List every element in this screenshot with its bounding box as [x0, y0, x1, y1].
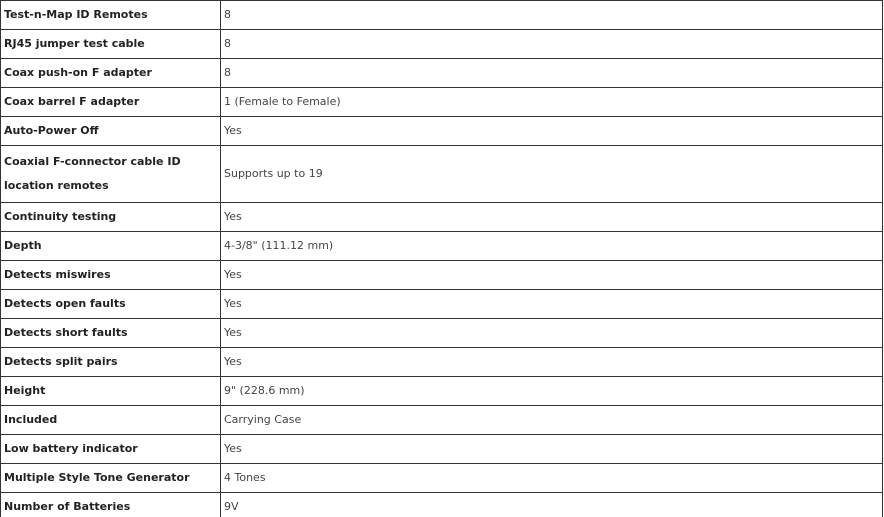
- spec-value: Yes: [221, 261, 883, 290]
- spec-label: Detects miswires: [1, 261, 221, 290]
- spec-label: Detects short faults: [1, 319, 221, 348]
- spec-value: Yes: [221, 319, 883, 348]
- spec-value: 8: [221, 1, 883, 30]
- spec-label: Coaxial F-connector cable ID location remotes: [1, 146, 221, 203]
- spec-value: 1 (Female to Female): [221, 88, 883, 117]
- spec-value: Yes: [221, 203, 883, 232]
- table-row: [1, 88, 883, 117]
- spec-label: Number of Batteries: [1, 493, 221, 517]
- table-row: [1, 348, 883, 377]
- spec-label: Height: [1, 377, 221, 406]
- table-row: [1, 290, 883, 319]
- table-row: [1, 435, 883, 464]
- table-row: [1, 1, 883, 30]
- table-row: [1, 203, 883, 232]
- spec-label: RJ45 jumper test cable: [1, 30, 221, 59]
- spec-value: Carrying Case: [221, 406, 883, 435]
- spec-value: 8: [221, 30, 883, 59]
- table-row: [1, 319, 883, 348]
- spec-value: Yes: [221, 290, 883, 319]
- table-row: [1, 261, 883, 290]
- spec-value: 4-3/8" (111.12 mm): [221, 232, 883, 261]
- spec-label: Detects split pairs: [1, 348, 221, 377]
- spec-value: 8: [221, 59, 883, 88]
- spec-label: Test-n-Map ID Remotes: [1, 1, 221, 30]
- table-row: [1, 406, 883, 435]
- table-row: [1, 146, 883, 203]
- table-row: [1, 59, 883, 88]
- spec-value: 4 Tones: [221, 464, 883, 493]
- spec-label: Depth: [1, 232, 221, 261]
- spec-label: Coax barrel F adapter: [1, 88, 221, 117]
- spec-value: Yes: [221, 348, 883, 377]
- specifications-table-body: [1, 1, 883, 517]
- spec-label: Continuity testing: [1, 203, 221, 232]
- spec-label: Included: [1, 406, 221, 435]
- table-row: [1, 464, 883, 493]
- spec-value: Supports up to 19: [221, 146, 883, 203]
- table-row: [1, 493, 883, 517]
- spec-value: 9V: [221, 493, 883, 517]
- table-row: [1, 117, 883, 146]
- spec-label: Multiple Style Tone Generator: [1, 464, 221, 493]
- spec-label: Low battery indicator: [1, 435, 221, 464]
- spec-label: Auto-Power Off: [1, 117, 221, 146]
- table-row: [1, 232, 883, 261]
- table-row: [1, 30, 883, 59]
- spec-label: Coax push-on F adapter: [1, 59, 221, 88]
- spec-value: 9" (228.6 mm): [221, 377, 883, 406]
- spec-label: Detects open faults: [1, 290, 221, 319]
- spec-value: Yes: [221, 435, 883, 464]
- table-row: [1, 377, 883, 406]
- spec-value: Yes: [221, 117, 883, 146]
